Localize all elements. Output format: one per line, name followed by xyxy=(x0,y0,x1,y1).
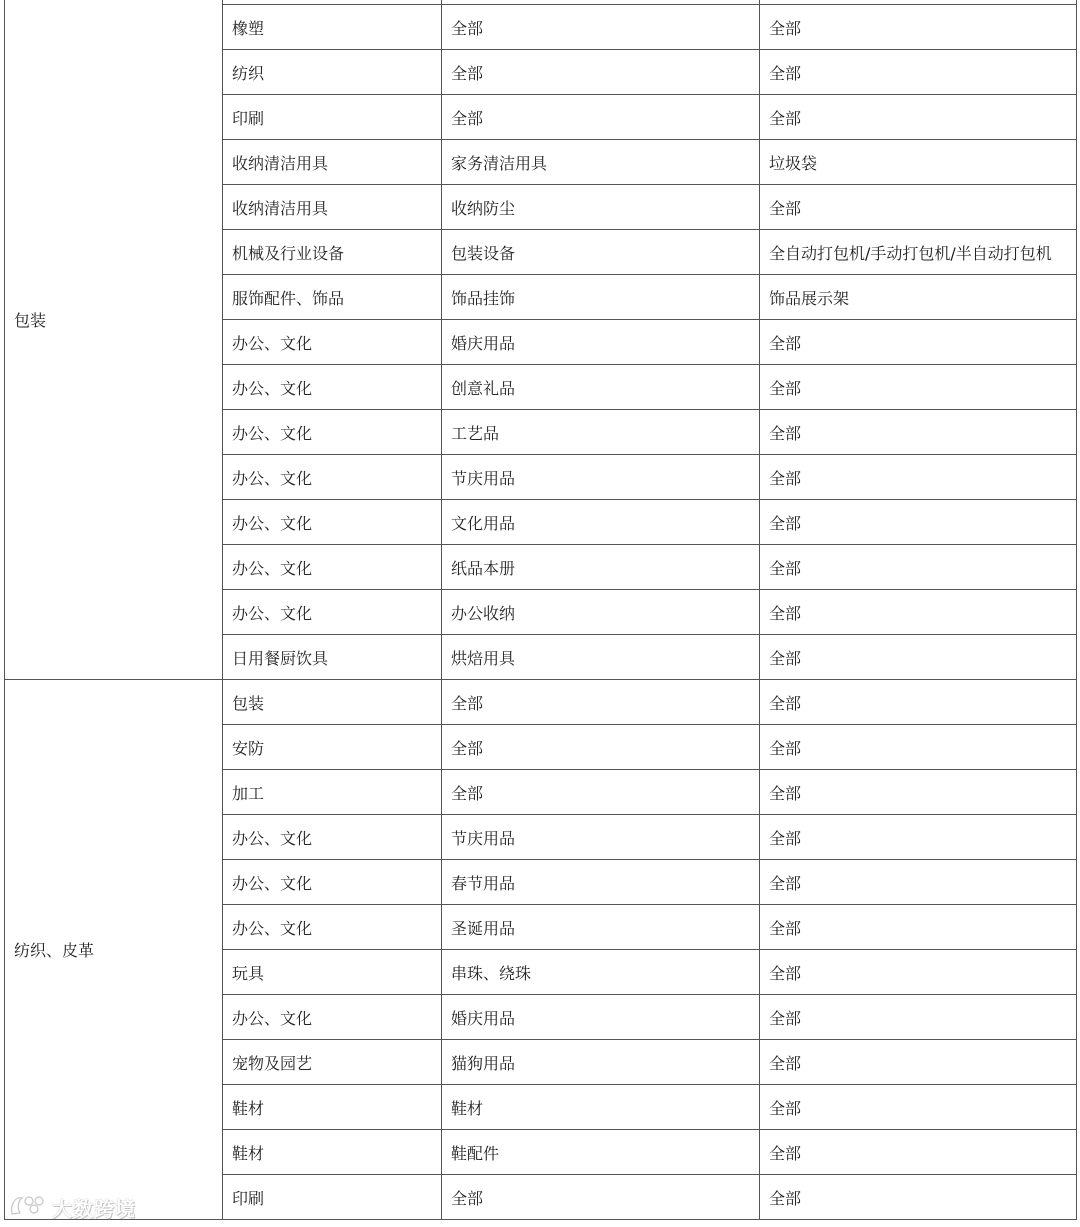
secondary-category-cell: 饰品挂饰 xyxy=(442,275,760,320)
tertiary-category-cell: 全部 xyxy=(760,725,1077,770)
secondary-category-cell: 圣诞用品 xyxy=(442,905,760,950)
primary-category-cell: 印刷 xyxy=(223,95,442,140)
primary-category-cell: 宠物及园艺 xyxy=(223,1040,442,1085)
tertiary-category-cell: 全部 xyxy=(760,860,1077,905)
secondary-category-cell: 婚庆用品 xyxy=(442,995,760,1040)
secondary-category-cell: 全部 xyxy=(442,725,760,770)
tertiary-category-cell: 全部 xyxy=(760,950,1077,995)
watermark-text: 大数跨境 xyxy=(52,1196,136,1221)
tertiary-category-cell: 全部 xyxy=(760,770,1077,815)
group-cell: 包装 xyxy=(5,0,223,680)
primary-category-cell: 办公、文化 xyxy=(223,455,442,500)
tertiary-category-cell: 饰品展示架 xyxy=(760,275,1077,320)
secondary-category-cell: 春节用品 xyxy=(442,860,760,905)
tertiary-category-cell: 全部 xyxy=(760,410,1077,455)
primary-category-cell: 加工 xyxy=(223,770,442,815)
tertiary-category-cell: 全部 xyxy=(760,815,1077,860)
tertiary-category-cell: 全部 xyxy=(760,590,1077,635)
primary-category-cell: 办公、文化 xyxy=(223,500,442,545)
primary-category-cell: 办公、文化 xyxy=(223,410,442,455)
tertiary-category-cell: 全部 xyxy=(760,1040,1077,1085)
primary-category-cell: 办公、文化 xyxy=(223,320,442,365)
secondary-category-cell: 纸品本册 xyxy=(442,545,760,590)
tertiary-category-cell: 全部 xyxy=(760,185,1077,230)
secondary-category-cell: 全部 xyxy=(442,680,760,725)
primary-category-cell: 玩具 xyxy=(223,950,442,995)
tertiary-category-cell: 全部 xyxy=(760,500,1077,545)
primary-category-cell: 印刷 xyxy=(223,1175,442,1220)
tertiary-category-cell: 垃圾袋 xyxy=(760,140,1077,185)
tertiary-category-cell: 全部 xyxy=(760,95,1077,140)
primary-category-cell: 鞋材 xyxy=(223,1085,442,1130)
table-row xyxy=(5,680,1077,725)
primary-category-cell: 办公、文化 xyxy=(223,905,442,950)
tertiary-category-cell: 全部 xyxy=(760,455,1077,500)
tertiary-category-cell: 全部 xyxy=(760,635,1077,680)
secondary-category-cell: 烘焙用具 xyxy=(442,635,760,680)
secondary-category-cell: 节庆用品 xyxy=(442,455,760,500)
watermark xyxy=(8,1192,136,1222)
tertiary-category-cell: 全部 xyxy=(760,680,1077,725)
secondary-category-cell: 家务清洁用具 xyxy=(442,140,760,185)
tertiary-category-cell: 全自动打包机/手动打包机/半自动打包机 xyxy=(760,230,1077,275)
primary-category-cell: 日用餐厨饮具 xyxy=(223,635,442,680)
secondary-category-cell: 鞋材 xyxy=(442,1085,760,1130)
secondary-category-cell: 全部 xyxy=(442,95,760,140)
primary-category-cell: 办公、文化 xyxy=(223,545,442,590)
category-table-body xyxy=(5,0,1077,1220)
primary-category-cell: 收纳清洁用具 xyxy=(223,140,442,185)
tertiary-category-cell: 全部 xyxy=(760,1175,1077,1220)
tertiary-category-cell: 全部 xyxy=(760,995,1077,1040)
secondary-category-cell: 办公收纳 xyxy=(442,590,760,635)
secondary-category-cell: 婚庆用品 xyxy=(442,320,760,365)
brand-logo-icon xyxy=(8,1192,48,1222)
tertiary-category-cell: 全部 xyxy=(760,1085,1077,1130)
tertiary-category-cell: 全部 xyxy=(760,365,1077,410)
tertiary-category-cell: 全部 xyxy=(760,1130,1077,1175)
primary-category-cell: 收纳清洁用具 xyxy=(223,185,442,230)
secondary-category-cell: 收纳防尘 xyxy=(442,185,760,230)
secondary-category-cell: 全部 xyxy=(442,1175,760,1220)
primary-category-cell: 包装 xyxy=(223,680,442,725)
primary-category-cell: 办公、文化 xyxy=(223,995,442,1040)
tertiary-category-cell: 全部 xyxy=(760,545,1077,590)
secondary-category-cell: 文化用品 xyxy=(442,500,760,545)
tertiary-category-cell: 全部 xyxy=(760,905,1077,950)
tertiary-category-cell: 全部 xyxy=(760,5,1077,50)
primary-category-cell: 服饰配件、饰品 xyxy=(223,275,442,320)
primary-category-cell: 机械及行业设备 xyxy=(223,230,442,275)
primary-category-cell: 橡塑 xyxy=(223,5,442,50)
category-table xyxy=(4,0,1077,1220)
secondary-category-cell: 全部 xyxy=(442,770,760,815)
tertiary-category-cell: 全部 xyxy=(760,320,1077,365)
primary-category-cell: 纺织 xyxy=(223,50,442,95)
primary-category-cell: 鞋材 xyxy=(223,1130,442,1175)
secondary-category-cell: 鞋配件 xyxy=(442,1130,760,1175)
secondary-category-cell: 猫狗用品 xyxy=(442,1040,760,1085)
primary-category-cell: 办公、文化 xyxy=(223,365,442,410)
secondary-category-cell: 包装设备 xyxy=(442,230,760,275)
secondary-category-cell: 串珠、绕珠 xyxy=(442,950,760,995)
secondary-category-cell: 全部 xyxy=(442,5,760,50)
secondary-category-cell: 节庆用品 xyxy=(442,815,760,860)
secondary-category-cell: 工艺品 xyxy=(442,410,760,455)
primary-category-cell: 办公、文化 xyxy=(223,815,442,860)
tertiary-category-cell: 全部 xyxy=(760,50,1077,95)
primary-category-cell: 办公、文化 xyxy=(223,860,442,905)
secondary-category-cell: 全部 xyxy=(442,50,760,95)
primary-category-cell: 办公、文化 xyxy=(223,590,442,635)
group-cell: 纺织、皮革 xyxy=(5,680,223,1220)
secondary-category-cell: 创意礼品 xyxy=(442,365,760,410)
primary-category-cell: 安防 xyxy=(223,725,442,770)
